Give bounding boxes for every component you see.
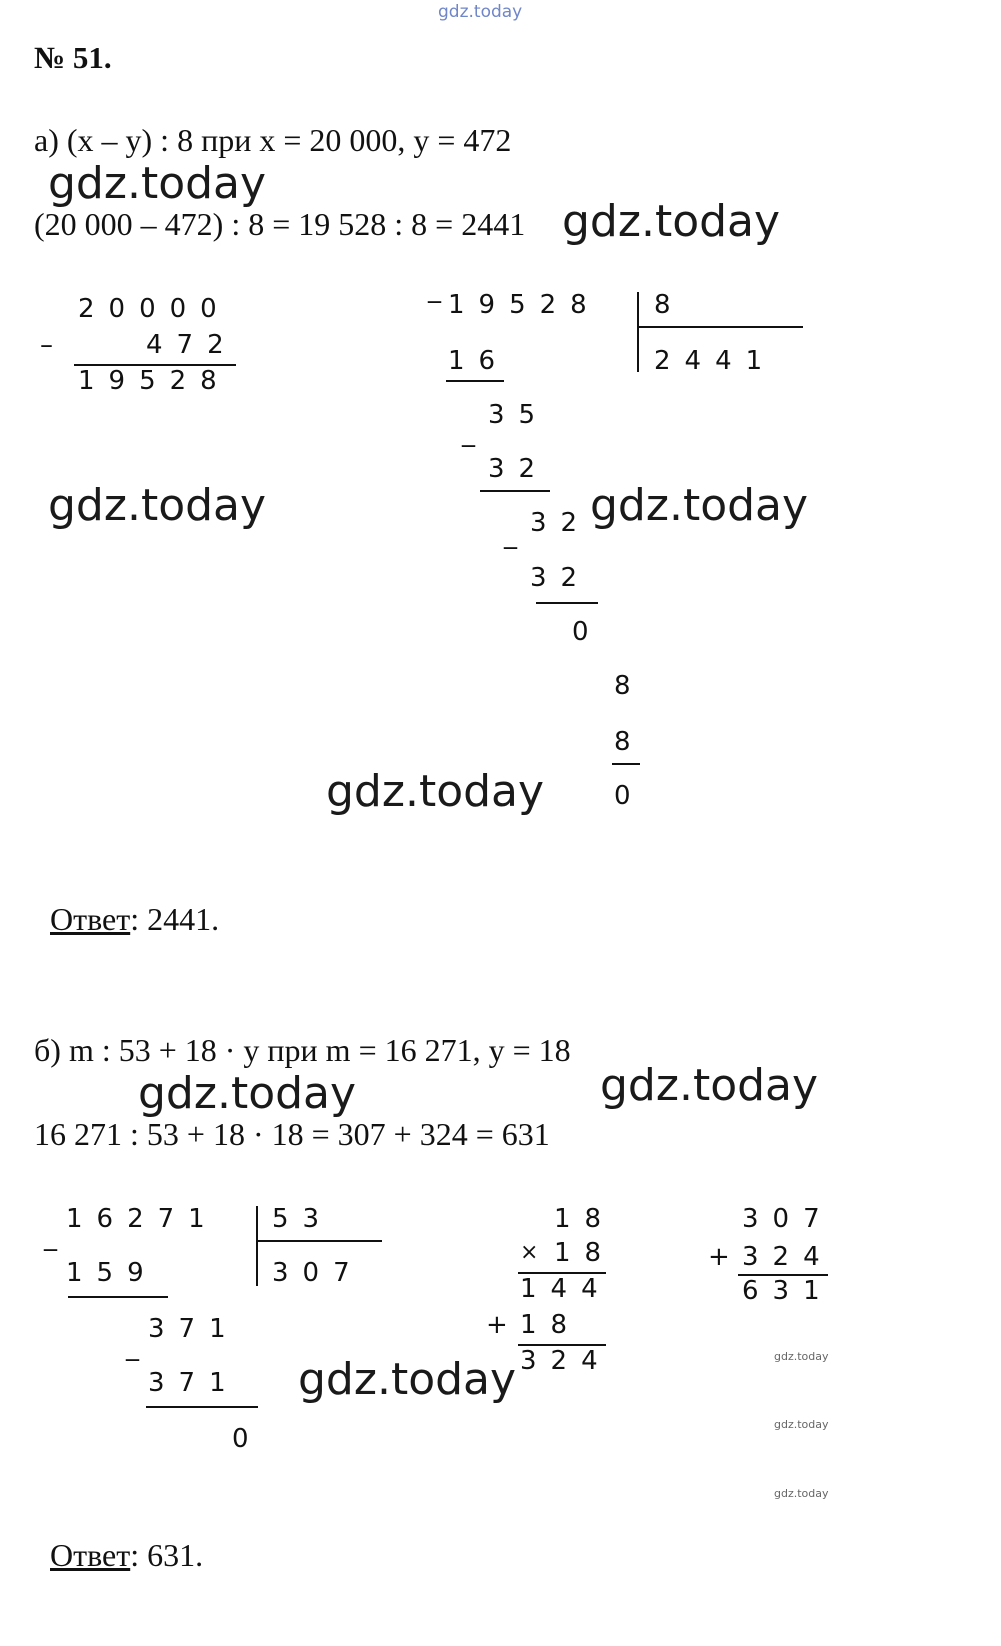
difference: 19528 [78, 366, 231, 396]
minus-sign: _ [428, 274, 441, 304]
watermark-text: gdz.today [326, 766, 545, 817]
part-a-computation: (20 000 – 472) : 8 = 19 528 : 8 = 2441 [34, 206, 526, 242]
step: 35 [488, 400, 550, 430]
divisor: 8 [654, 290, 685, 320]
divisor: 53 [272, 1204, 334, 1234]
minus-sign: _ [504, 520, 517, 550]
answer-value: : 631. [130, 1537, 204, 1573]
step: 32 [530, 563, 592, 593]
quotient-line [637, 326, 803, 328]
step-line [480, 490, 550, 492]
watermark-text: gdz.today [562, 196, 781, 247]
partial-product: 18 [520, 1310, 582, 1340]
step: 0 [232, 1424, 263, 1454]
plus-sign: + [708, 1242, 730, 1272]
minuend: 20000 [78, 294, 231, 324]
part-b-statement: б) m : 53 + 18 · y при m = 16 271, y = 18 [34, 1032, 571, 1068]
top-watermark: gdz.today [438, 2, 523, 22]
step-line [536, 602, 598, 604]
dividend: 19528 [448, 290, 601, 320]
small-watermark: gdz.today [774, 1487, 829, 1500]
product: 324 [520, 1346, 612, 1376]
step-line [68, 1296, 168, 1298]
step-line [612, 763, 640, 765]
partial-product: 144 [520, 1274, 612, 1304]
part-b-computation: 16 271 : 53 + 18 · 18 = 307 + 324 = 631 [34, 1116, 550, 1152]
small-watermark: gdz.today [774, 1350, 829, 1363]
watermark-text: gdz.today [48, 158, 267, 209]
times-sign: × [520, 1240, 539, 1265]
step: 0 [572, 617, 603, 647]
step: 32 [530, 508, 592, 538]
division-bar [637, 292, 639, 372]
addend: 307 [742, 1204, 834, 1234]
step: 32 [488, 454, 550, 484]
plus-sign: + [486, 1310, 508, 1340]
quotient: 2441 [654, 346, 777, 376]
step: 159 [66, 1258, 158, 1288]
division-bar [256, 1206, 258, 1286]
sum: 631 [742, 1276, 834, 1306]
step: 8 [614, 727, 645, 757]
step-line [146, 1406, 258, 1408]
small-watermark: gdz.today [774, 1418, 829, 1431]
step: 371 [148, 1368, 240, 1398]
part-a-answer [34, 864, 219, 938]
subtrahend: 472 [146, 330, 238, 360]
answer-label: Ответ [50, 901, 131, 937]
minus-sign: _ [462, 418, 475, 448]
answer-label: Ответ [50, 1537, 131, 1573]
addend: 324 [742, 1242, 834, 1272]
watermark-text: gdz.today [138, 1068, 357, 1119]
multiplicand: 18 [554, 1204, 616, 1234]
minus-sign: _ [44, 1222, 57, 1252]
minus-sign: – [40, 330, 53, 360]
step: 8 [614, 671, 645, 701]
problem-number: № 51. [34, 40, 112, 75]
quotient-line [256, 1240, 382, 1242]
step-line [446, 380, 504, 382]
multiplier: 18 [554, 1238, 616, 1268]
watermark-text: gdz.today [298, 1354, 517, 1405]
watermark-text: gdz.today [590, 480, 809, 531]
quotient: 307 [272, 1258, 364, 1288]
dividend: 16271 [66, 1204, 219, 1234]
part-b-answer [34, 1500, 203, 1574]
step: 371 [148, 1314, 240, 1344]
watermark-text: gdz.today [600, 1060, 819, 1111]
watermark-text: gdz.today [48, 480, 267, 531]
part-a-statement: а) (x – y) : 8 при x = 20 000, y = 472 [34, 122, 512, 158]
answer-value: : 2441. [130, 901, 220, 937]
step: 0 [614, 781, 645, 811]
minus-sign: _ [126, 1332, 139, 1362]
step: 16 [448, 346, 510, 376]
